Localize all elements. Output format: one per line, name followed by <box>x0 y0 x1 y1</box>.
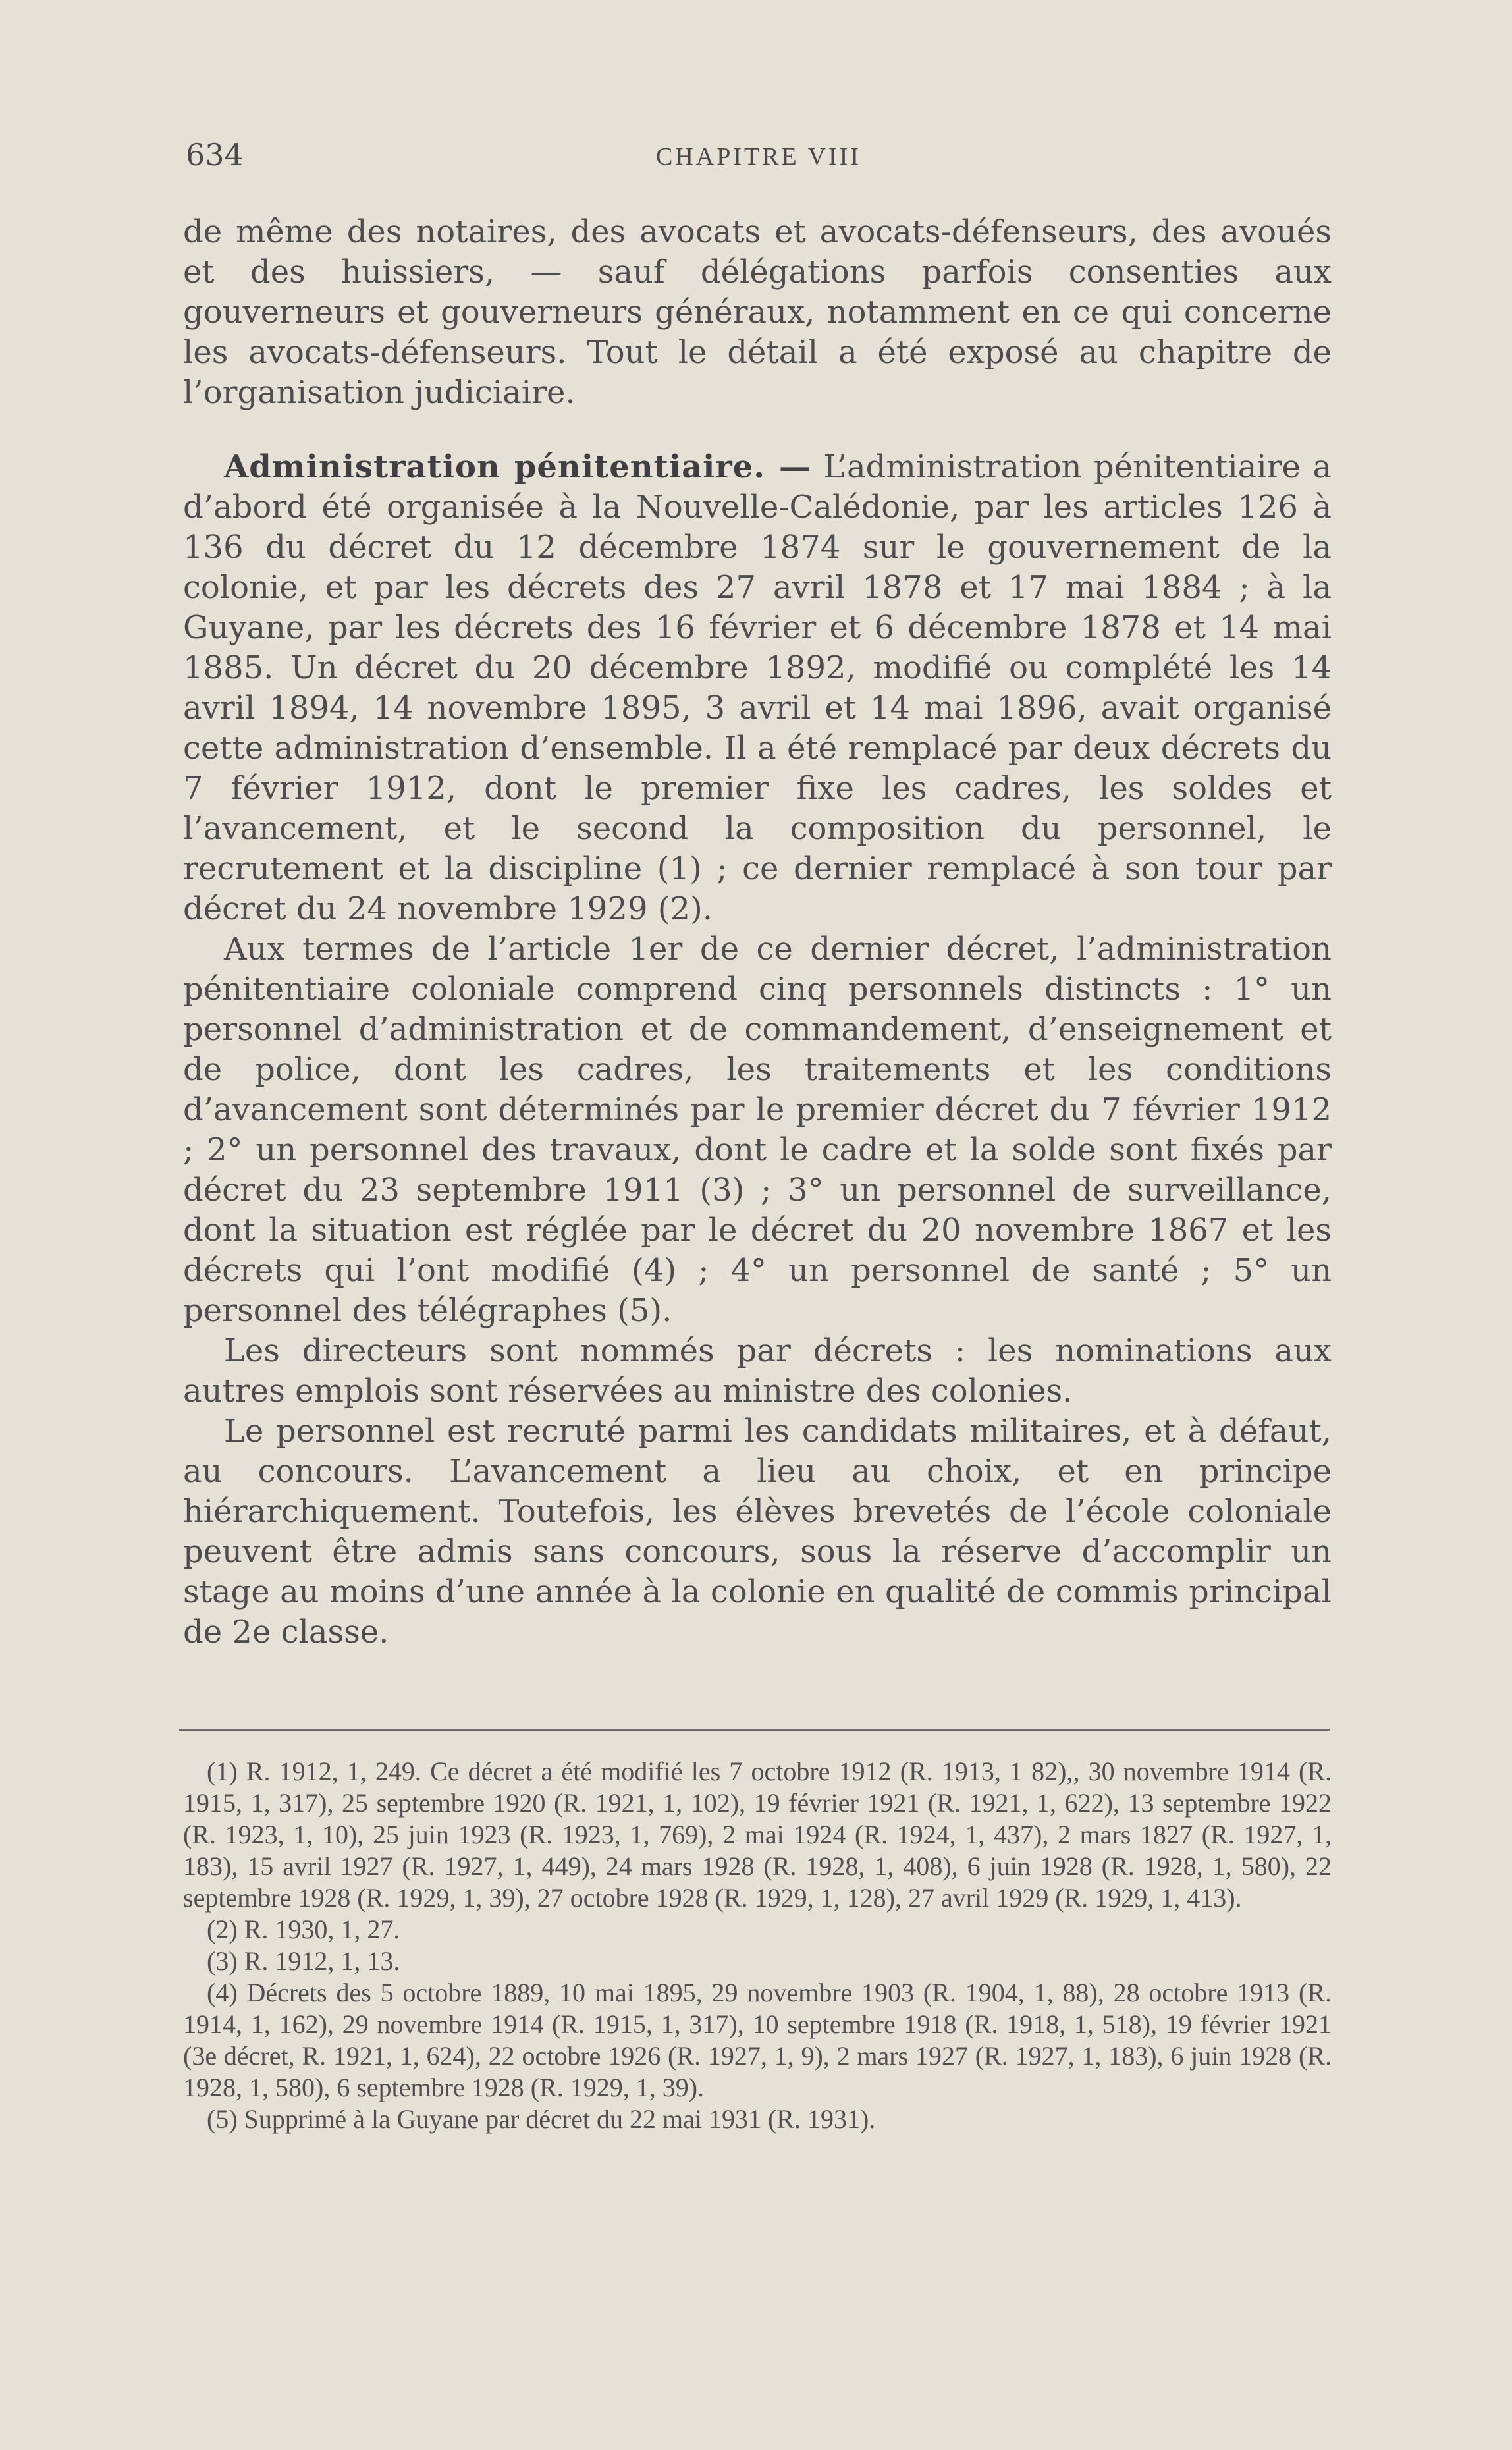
paragraph-4: Les directeurs sont nommés par décrets : les nominations aux autres emplois sont réservées au ministre des colonies. <box>183 1332 1332 1409</box>
footnote-2: (2) R. 1930, 1, 27. <box>207 1915 400 1944</box>
paragraph-2 <box>183 447 1332 929</box>
paragraph-2-text: L’administration pénitentiaire a d’abord été organisée à la Nouvelle-Calédonie, par les articles 126 à 136 du décret du 12 décembre 1874 sur le gouvernement de la colonie, et par les décrets des 27 avril 1878 et 17 mai 1884 ; à la Guyane, par les décrets des 16 février et 6 décembre 1878 et 14 mai 1885. Un décret du 20 décembre 1892, modifié ou complété les 14 avril 1894, 14 novembre 1895, 3 avril et 14 mai 1896, avait organisé cette administration d’ensemble. Il a été remplacé par deux décrets du 7 février 1912, dont le premier fixe les cadres, les soldes et l’avancement, et le second la composition du personnel, le recrutement et la discipline (1) ; ce dernier remplacé à son tour par décret du 24 novembre 1929 (2). <box>183 449 1332 927</box>
section-title: Administration pénitentiaire. — <box>224 449 811 485</box>
paragraph-3: Aux termes de l’article 1er de ce dernier décret, l’administration pénitentiaire coloniale comprend cinq personnels distincts : 1° un personnel d’administration et de commandement, d’enseignement et de police, dont les cadres, les traitements et les conditions d’avancement sont déterminés par le premier décret du 7 février 1912 ; 2° un personnel des travaux, dont le cadre et la solde sont fixés par décret du 23 septembre 1911 (3) ; 3° un personnel de surveillance, dont la situation est réglée par le décret du 20 novembre 1867 et les décrets qui l’ont modifié (4) ; 4° un personnel de santé ; 5° un personnel des télégraphes (5). <box>183 931 1332 1329</box>
footnotes <box>183 1756 1332 2135</box>
running-head: CHAPITRE VIII <box>655 143 861 171</box>
footnote-5: (5) Supprimé à la Guyane par décret du 22 mai 1931 (R. 1931). <box>207 2104 876 2134</box>
footnote-divider <box>179 1729 1330 1731</box>
paragraph-1: de même des notaires, des avocats et avocats-défenseurs, des avoués et des huissiers, — sauf délégations parfois consenties aux gouverneurs et gouverneurs généraux, notamment en ce qui concerne les avocats-défenseurs. Tout le détail a été exposé au chapitre de l’organisation judiciaire. <box>183 213 1332 411</box>
footnote-4: (4) Décrets des 5 octobre 1889, 10 mai 1895, 29 novembre 1903 (R. 1904, 1, 88), 28 octobre 1913 (R. 1914, 1, 162), 29 novembre 1914 (R. 1915, 1, 317), 10 septembre 1918 (R. 1918, 1, 518), 19 février 1921 (3e décret, R. 1921, 1, 624), 22 octobre 1926 (R. 1927, 1, 9), 2 mars 1927 (R. 1927, 1, 183), 6 juin 1928 (R. 1928, 1, 580), 6 septembre 1928 (R. 1929, 1, 39). <box>183 1978 1332 2102</box>
page-header <box>186 137 1332 177</box>
page-number: 634 <box>186 137 244 173</box>
main-text <box>183 212 1332 1652</box>
footnote-3: (3) R. 1912, 1, 13. <box>207 1946 400 1976</box>
footnote-1: (1) R. 1912, 1, 249. Ce décret a été modifié les 7 octobre 1912 (R. 1913, 1 82),, 30 novembre 1914 (R. 1915, 1, 317), 25 septembre 1920 (R. 1921, 1, 102), 19 février 1921 (R. 1921, 1, 622), 13 septembre 1922 (R. 1923, 1, 10), 25 juin 1923 (R. 1923, 1, 769), 2 mai 1924 (R. 1924, 1, 437), 2 mars 1827 (R. 1927, 1, 183), 15 avril 1927 (R. 1927, 1, 449), 24 mars 1928 (R. 1928, 1, 408), 6 juin 1928 (R. 1928, 1, 580), 22 septembre 1928 (R. 1929, 1, 39), 27 octobre 1928 (R. 1929, 1, 128), 27 avril 1929 (R. 1929, 1, 413). <box>183 1756 1332 1913</box>
paragraph-5: Le personnel est recruté parmi les candidats militaires, et à défaut, au concours. L’avancement a lieu au choix, et en principe hiérarchiquement. Toutefois, les élèves brevetés de l’école coloniale peuvent être admis sans concours, sous la réserve d’accomplir un stage au moins d’une année à la colonie en qualité de commis principal de 2e classe. <box>183 1413 1332 1650</box>
